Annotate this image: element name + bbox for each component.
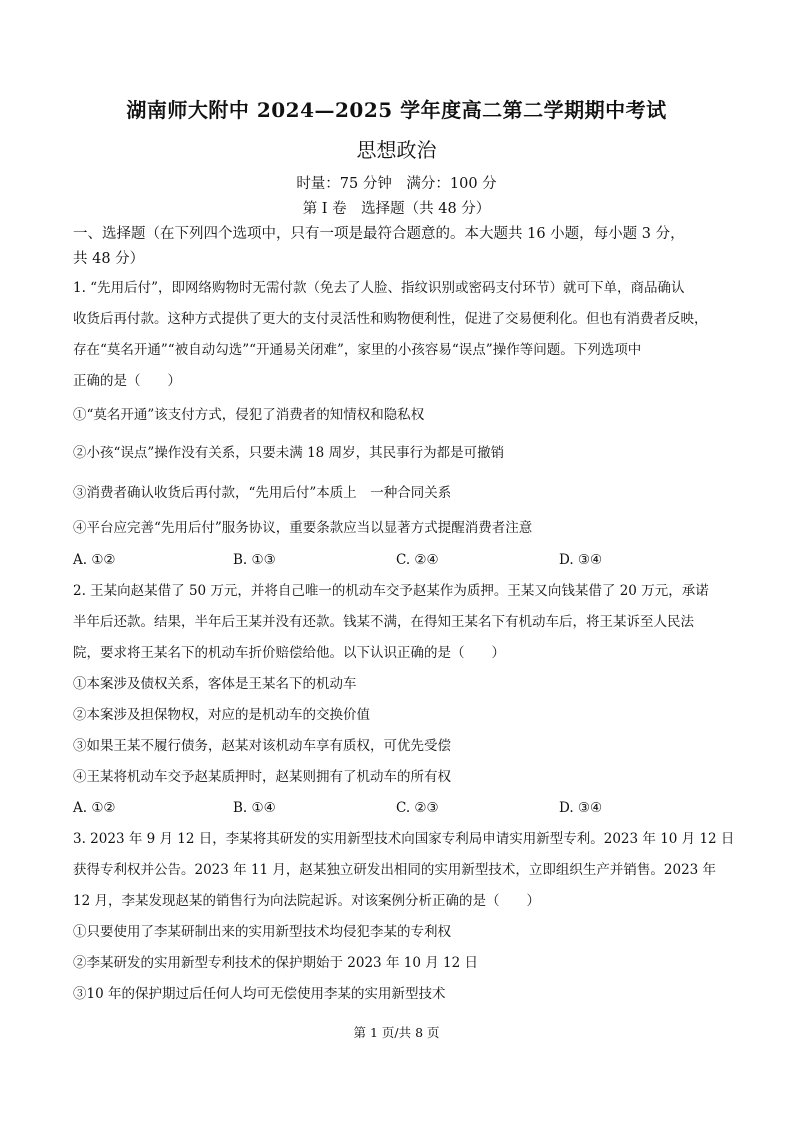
exam-meta: 时量：75 分钟 满分：100 分 bbox=[296, 176, 497, 192]
q2-option-a: A. ①② bbox=[73, 800, 116, 816]
exam-title: 湖南师大附中 2024—2025 学年度高二第二学期期中考试 bbox=[126, 98, 667, 122]
subject-title: 思想政治 bbox=[356, 138, 437, 162]
q2-statement: ③如果王某不履行债务，赵某对该机动车享有质权，可优先受偿 bbox=[73, 738, 451, 754]
q3-stem-line: 获得专利权并公告。2023 年 11 月，赵某独立研发出相同的实用新型技术，立即组织生产并销售。2023 年 bbox=[73, 862, 717, 878]
q2-option-c: C. ②③ bbox=[396, 800, 439, 816]
q1-option-c: C. ②④ bbox=[396, 552, 439, 568]
q3-stem-line: 3. 2023 年 9 月 12 日，李某将其研发的实用新型技术向国家专利局申请实用新型专利。2023 年 10 月 12 日 bbox=[73, 831, 735, 847]
q1-stem-line: 存在“莫名开通”“被自动勾选”“开通易关闭难”，家里的小孩容易“误点”操作等问题。下列选项中 bbox=[73, 342, 642, 358]
q1-stem-line: 1. “先用后付”，即网络购物时无需付款（免去了人脸、指纹识别或密码支付环节）就可下单，商品确认 bbox=[73, 280, 685, 296]
volume-heading: 第 I 卷 选择题（共 48 分） bbox=[302, 201, 491, 217]
q1-statement: ①“莫名开通”该支付方式，侵犯了消费者的知情权和隐私权 bbox=[73, 407, 425, 423]
q3-statement: ①只要使用了李某研制出来的实用新型技术均侵犯李某的专利权 bbox=[73, 924, 451, 940]
q1-option-a: A. ①② bbox=[73, 552, 116, 568]
q3-statement: ②李某研发的实用新型专利技术的保护期始于 2023 年 10 月 12 日 bbox=[73, 955, 478, 971]
q2-statement: ②本案涉及担保物权，对应的是机动车的交换价值 bbox=[73, 707, 370, 723]
q2-statement: ④王某将机动车交予赵某质押时，赵某则拥有了机动车的所有权 bbox=[73, 769, 451, 785]
q2-option-b: B. ①④ bbox=[233, 800, 276, 816]
q2-option-d: D. ③④ bbox=[559, 800, 603, 816]
section-instructions-line1: 一、选择题（在下列四个选项中，只有一项是最符合题意的。本大题共 16 小题，每小题 3 分， bbox=[73, 226, 685, 242]
q1-stem-line: 收货后再付款。这种方式提供了更大的支付灵活性和购物便利性，促进了交易便利化。但也有消费者反映， bbox=[73, 311, 708, 327]
q1-statement: ②小孩“误点”操作没有关系，只要未满 18 周岁，其民事行为都是可撤销 bbox=[73, 445, 505, 461]
q3-statement: ③10 年的保护期过后任何人均可无偿使用李某的实用新型技术 bbox=[73, 986, 446, 1002]
q2-stem-line: 2. 王某向赵某借了 50 万元，并将自己唯一的机动车交予赵某作为质押。王某又向钱某借了 20 万元，承诺 bbox=[73, 583, 709, 599]
page-footer: 第 1 页/共 8 页 bbox=[353, 1025, 440, 1040]
q2-stem-line: 院，要求将王某名下的机动车折价赔偿给他。以下认识正确的是（ ） bbox=[73, 645, 505, 661]
q1-option-d: D. ③④ bbox=[559, 552, 603, 568]
q1-stem-line: 正确的是（ ） bbox=[73, 373, 181, 389]
q2-stem-line: 半年后还款。结果，半年后王某并没有还款。钱某不满，在得知王某名下有机动车后，将王某诉至人民法 bbox=[73, 614, 694, 630]
q1-statement: ④平台应完善“先用后付”服务协议，重要条款应当以显著方式提醒消费者注意 bbox=[73, 520, 533, 536]
q1-option-b: B. ①③ bbox=[233, 552, 276, 568]
q2-statement: ①本案涉及债权关系，客体是王某名下的机动车 bbox=[73, 676, 357, 692]
q1-statement: ③消费者确认收货后再付款，“先用后付”本质上 一种合同关系 bbox=[73, 485, 452, 501]
q3-stem-line: 12 月，李某发现赵某的销售行为向法院起诉。对该案例分析正确的是（ ） bbox=[73, 893, 540, 909]
section-instructions-line2: 共 48 分） bbox=[73, 251, 145, 267]
